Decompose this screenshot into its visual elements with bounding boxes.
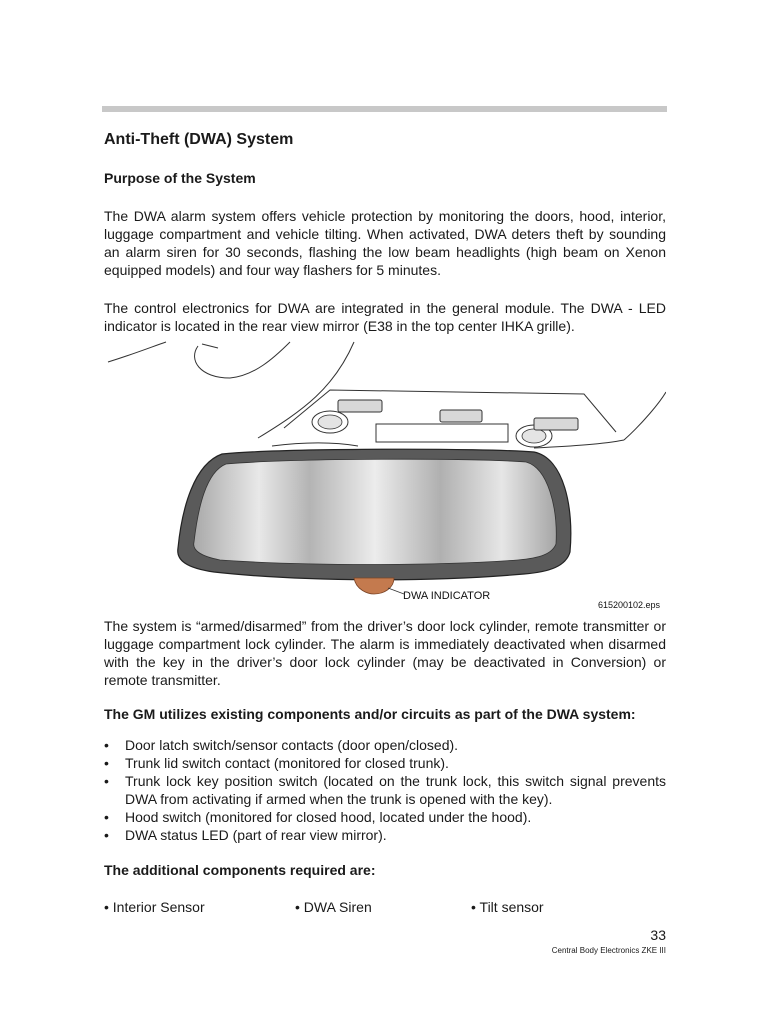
list-item (104, 808, 666, 826)
paragraph-purpose: The DWA alarm system offers vehicle protection by monitoring the doors, hood, interior, luggage compartment and vehicle tilting. When activated, DWA deters theft by sounding an alarm siren for 30 seconds, flashing the low beam headlights (high beam on Xenon equipped models) and four way flashers for 5 minutes. (104, 208, 666, 278)
existing-components-list (104, 736, 666, 844)
list-item (104, 826, 666, 844)
component-tilt-sensor: • Tilt sensor (471, 899, 544, 915)
list-item-text: Hood switch (monitored for closed hood, located under the hood). (125, 809, 532, 825)
page-footer: Central Body Electronics ZKE III (551, 946, 666, 955)
bullet: • (104, 809, 109, 825)
list-item (104, 772, 666, 808)
list-item-text: Trunk lock key position switch (located on the trunk lock, this switch signal prevents DWA from activating if armed when the trunk is opened with the key). (125, 773, 666, 807)
section-heading-purpose: Purpose of the System (104, 170, 256, 186)
page-title: Anti-Theft (DWA) System (104, 131, 294, 148)
mirror-diagram (104, 338, 666, 612)
list-item (104, 736, 666, 754)
header-rule (102, 106, 667, 112)
page-number: 33 (650, 927, 666, 943)
bullet: • (104, 773, 109, 789)
mirror-illustration (104, 338, 666, 612)
list-item-text: DWA status LED (part of rear view mirror). (125, 827, 387, 843)
list-item (104, 754, 666, 772)
paragraph-arming: The system is “armed/disarmed” from the driver’s door lock cylinder, remote transmitter or luggage compartment lock cylinder. The alarm is immediately deactivated when disarmed with the key in the driver’s door lock cylinder (may be deactivated in Conversion) or remote transmitter. (104, 618, 666, 688)
component-interior-sensor: • Interior Sensor (104, 899, 205, 915)
bullet: • (104, 755, 109, 771)
section-heading-additional-components: The additional components required are: (104, 862, 376, 878)
section-heading-existing-components: The GM utilizes existing components and/or circuits as part of the DWA system: (104, 706, 636, 722)
bullet: • (104, 827, 109, 843)
figure-file-ref: 615200102.eps (597, 600, 660, 610)
indicator-label: DWA INDICATOR (403, 590, 491, 602)
list-item-text: Trunk lid switch contact (monitored for closed trunk). (125, 755, 449, 771)
bullet: • (104, 737, 109, 753)
paragraph-control-electronics: The control electronics for DWA are integrated in the general module. The DWA - LED indicator is located in the rear view mirror (E38 in the top center IHKA grille). (104, 300, 666, 334)
list-item-text: Door latch switch/sensor contacts (door open/closed). (125, 737, 459, 753)
component-dwa-siren: • DWA Siren (295, 899, 372, 915)
